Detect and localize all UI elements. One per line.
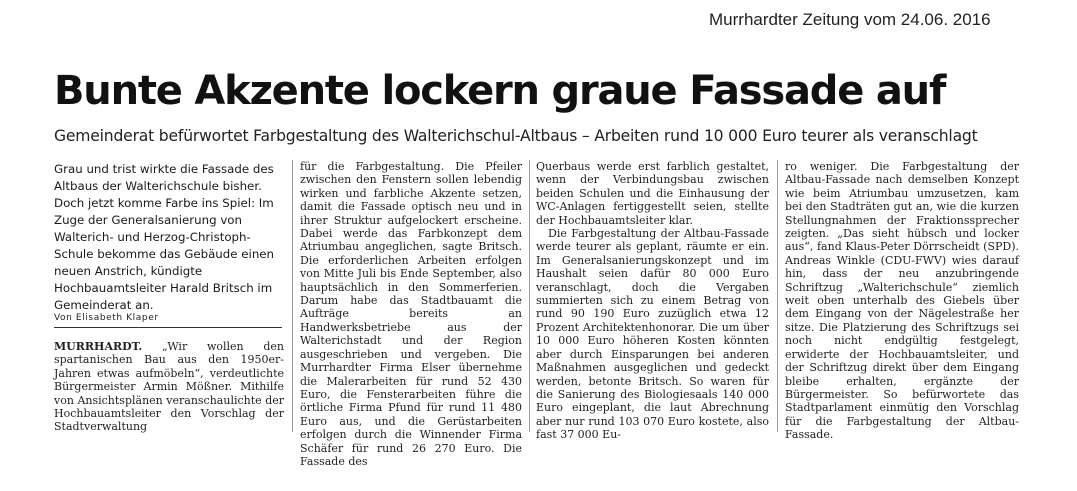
subheadline: Gemeinderat befürwortet Farbgestaltung des Walterichschul-Altbaus – Arbeiten rund 10 000 Euro teurer als veranschlagt [54, 127, 978, 145]
lead-paragraph [54, 161, 286, 314]
column-3-paragraph: Querbaus werde erst farblich gestaltet, wenn der Verbindungsbau zwischen beiden Schulen und die Einhausung der WC-Anlagen fertiggestellt seien, stellte der Hochbauamtsleiter klar. [536, 160, 769, 227]
dateline: MURRHARDT. [54, 340, 143, 353]
column-1-text: „Wir wollen den spartanischen Bau aus den 1950er-Jahren etwas aufmöbeln“, verdeutlichte Bürgermeister Armin Mößner. Mithilfe von Ansichtsplänen veranschaulichte der Hochbauamtsleiter den Vorschlag der Stadtverwaltung [54, 340, 284, 434]
column-divider [529, 160, 530, 432]
article-column-1 [54, 340, 284, 434]
column-divider [777, 160, 778, 432]
source-note: Murrhardter Zeitung vom 24.06. 2016 [709, 10, 991, 29]
column-divider [292, 160, 293, 432]
headline: Bunte Akzente lockern graue Fassade auf [54, 68, 946, 114]
column-4-text: ro weniger. Die Farbgestaltung der Altbau-Fassade nach demselben Konzept wie beim Atriumbau umzusetzen, kam bei den Stadträten gut an, wie die kurzen Stellungnahmen der Fraktionssprecher zeigten. „Das sieht hübsch und locker aus“, fand Klaus-Peter Dörrscheidt (SPD). Andreas Winkle (CDU-FWV) wies darauf hin, dass der neu anzubringende Schriftzug „Walterichschule“ ziemlich weit oben unterhalb des Giebels über dem Eingang von der Nägelestraße her sitze. Die Platzierung des Schriftzugs sei noch nicht endgültig festgelegt, erwiderte der Hochbauamtsleiter, und der Schriftzug direkt über dem Eingang bleibe erhalten, ergänzte der Bürgermeister. So befürwortete das Stadtparlament einmütig den Vorschlag für die Farbgestaltung der Altbau-Fassade. [785, 160, 1019, 442]
lead-text: Grau und trist wirkte die Fassade des Altbaus der Walterichschule bisher. Doch jetzt komme Farbe ins Spiel: Im Zuge der Generalsanierung von Walterich- und Herzog-Christoph-Schule bekomme das Gebäude einen neuen Anstrich, kündigte Hochbauamtsleiter Harald Britsch im Gemeinderat an. [54, 162, 275, 312]
column-2-text: für die Farbgestaltung. Die Pfeiler zwischen den Fenstern sollen lebendig wirken und farbliche Akzente setzen, damit die Fassade optisch neu und in ihrer Struktur aufgelockert erscheine. Dabei werde das Farbkonzept dem Atriumbau angeglichen, sagte Britsch. Die erforderlichen Arbeiten erfolgen von Mitte Juli bis Ende September, also hauptsächlich in den Sommerferien. Darum habe das Stadtbauamt die Aufträge bereits an Handwerksbetriebe aus der Walterichstadt und der Region ausgeschrieben und vergeben. Die Murrhardter Firma Elser übernehme die Malerarbeiten für rund 52 430 Euro, die Fensterarbeiten führe die örtliche Firma Pfund für rund 11 480 Euro aus, und die Gerüstarbeiten erfolgen durch die Winnender Firma Schäfer für rund 26 270 Euro. Die Fassade des [300, 160, 522, 468]
article-column-4 [785, 160, 1019, 442]
column-3-paragraph: Die Farbgestaltung der Altbau-Fassade werde teurer als geplant, räumte er ein. Im Generalsanierungskonzept und im Haushalt seien dafür 80 000 Euro veranschlagt, doch die Vergaben summierten sich zu einem Betrag von rund 90 190 Euro zuzüglich etwa 12 Prozent Architektenhonorar. Die um über 10 000 Euro höheren Kosten könnten aber durch Einsparungen bei anderen Maßnahmen ausgeglichen und gedeckt werden, betonte Britsch. So waren für die Sanierung des Biologiesaals 140 000 Euro eingeplant, die laut Abrechnung aber nur rund 103 070 Euro kostete, also fast 37 000 Eu- [536, 227, 769, 442]
article-column-3 [536, 160, 769, 442]
article-column-2 [300, 160, 522, 468]
byline: Von Elisabeth Klaper [54, 313, 282, 328]
